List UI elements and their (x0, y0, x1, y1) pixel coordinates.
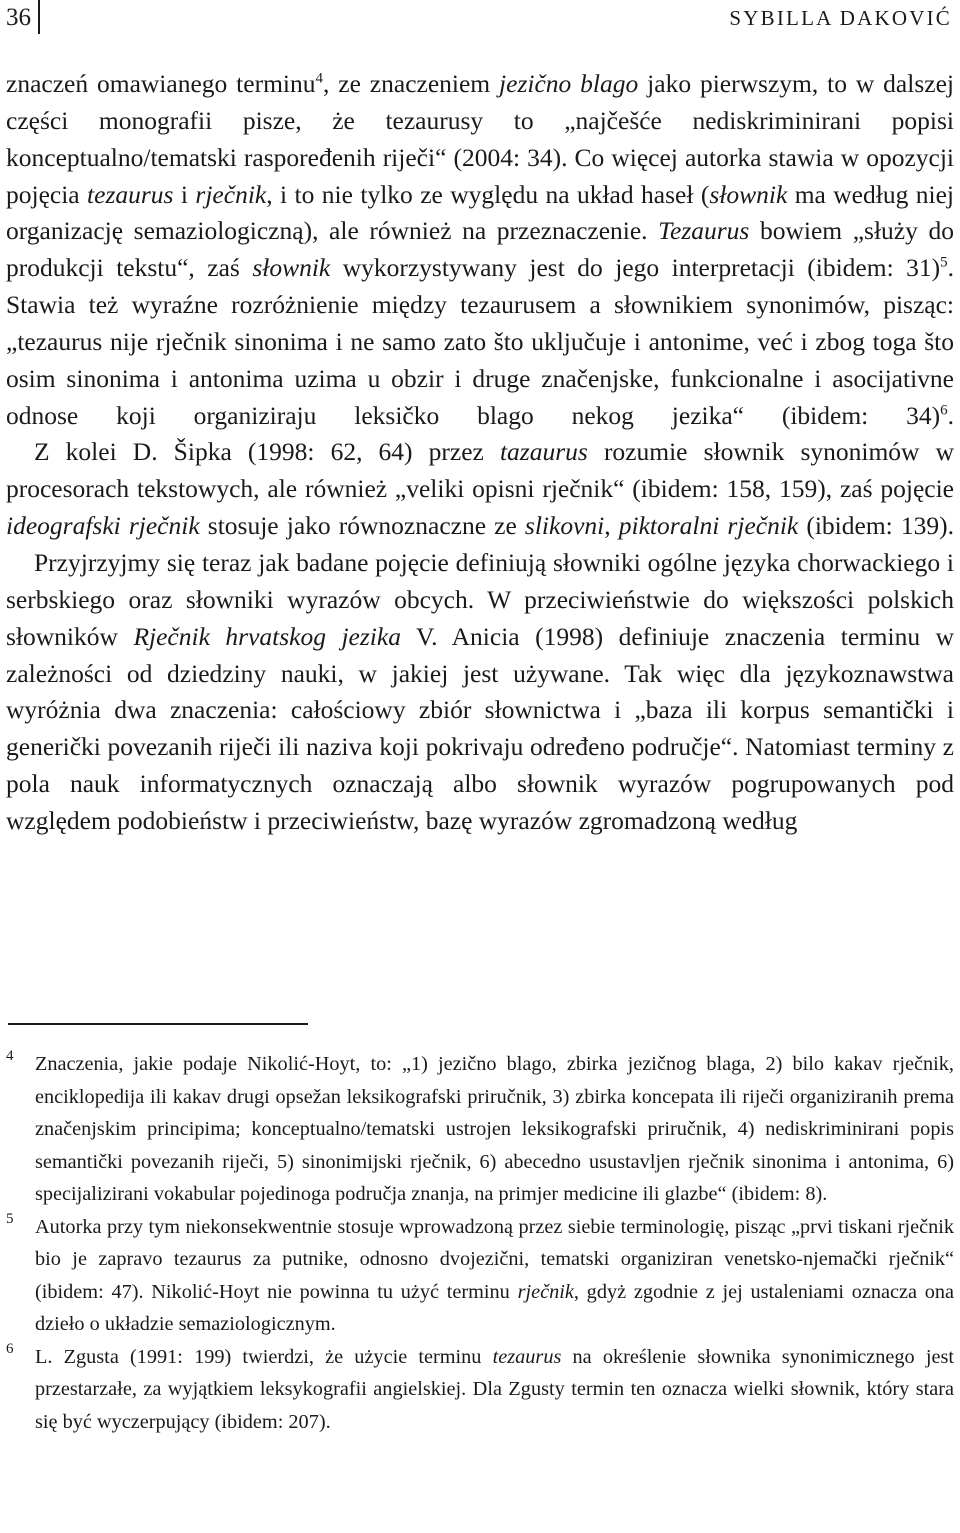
text-run: bowiem „służy do produkcji tekstu“, zaś (6, 216, 954, 283)
text-run: i (173, 179, 196, 209)
italic-term: tezaurus (492, 1345, 562, 1368)
text-run: jako pierwszym, to w dalszej części monografii pisze, że tezaurusy to „najčešće nediskriminirani popisi konceptualno/tematski raspoređenih riječi“ (2004: 34). Co więcej autorka stawia w opozycji pojęcia (6, 69, 954, 209)
paragraph (6, 545, 954, 840)
text-run: . Stawia też wyraźne rozróżnienie między tezaurusem a słownikiem synonimów, pisząc: „tezaurus nije rječnik sinonima i ne samo zato što uključuje i antonime, već i zbog toga što osim sinonima i antonima uzima u obzir i druge značenjske, funkcionalne i asocijativne odnose koji organiziraju leksičko blago nekog jezika“ (ibidem: 34) (6, 253, 954, 430)
text-run: , gdyż zgodnie z jej ustaleniami oznacza ona dzieło o układzie semaziologicznym. (35, 1280, 954, 1335)
text-run: ma według niej organizację semaziologiczną), ale również na przeznaczenie. (6, 179, 954, 246)
footnote-number: 4 (6, 1048, 14, 1064)
text-run: stosuje jako równoznaczne ze (199, 511, 525, 541)
italic-term: Rječnik hrvatskog jezika (133, 621, 401, 651)
text-run: rozumie słownik synonimów w procesorach tekstowych, ale również „veliki opisni rječnik“ (ibidem: 158, 159), zaś pojęcie (6, 437, 955, 504)
italic-term: jezično blago (499, 69, 639, 98)
footnote-ref: 5 (940, 254, 948, 271)
text-run: . (947, 400, 954, 430)
italic-term: slikovni (524, 511, 605, 541)
footnote-ref: 4 (315, 70, 323, 87)
text-run: znaczeń omawianego terminu (6, 69, 316, 98)
footnote-number: 6 (6, 1340, 14, 1357)
footnote-divider (8, 1023, 308, 1025)
text-run: Przyjrzyjmy się teraz jak badane pojęcie definiują słowniki ogólne języka chorwackiego i serbskiego oraz słowniki wyrazów obcych. W przeciwieństwie do większości polskich słowników (6, 547, 954, 651)
paragraph (6, 434, 954, 545)
paragraph (6, 66, 954, 434)
text-run: , (604, 511, 619, 541)
footnote-text (35, 1211, 954, 1341)
running-head: SYBILLA DAKOVIĆ (729, 6, 952, 30)
italic-term: piktoralni rječnik (618, 511, 799, 541)
italic-term: rječnik (517, 1280, 574, 1303)
footnote (6, 1341, 954, 1439)
footnote-ref: 6 (940, 402, 948, 419)
text-run: , i to nie tylko ze wyględu na układ haseł ( (266, 179, 710, 209)
text-run: Znaczenia, jakie podaje Nikolić-Hoyt, to: „1) jezično blago, zbirka jezičnog blaga, 2) bilo kakav rječnik, enciklopedija ili kakav drugi opsežan leksikografski priručnik, 3) zbirka koncepata ili riječi organiziranih prema značenjskim principima; konceptualno/tematski ustrojen leksikografski priručnik, 4) nediskriminirani popis semantički povezanih riječi, 5) sinonimijski rječnik, 6) abecedno usustavljen rječnik sinonima i antonima, 6) specijalizirani vokabular pojedinoga područja znanja, na primjer medicine ili glazbe“ (ibidem: 8). (35, 1053, 954, 1205)
footnote-text (35, 1341, 954, 1439)
page-number: 36 (6, 4, 31, 31)
text-run: , ze znaczeniem (323, 69, 500, 98)
italic-term: tezaurus (87, 179, 174, 209)
text-run: Z kolei D. Šipka (1998: 62, 64) przez (34, 437, 500, 467)
text-run: wykorzystywany jest do jego interpretacji (ibidem: 31) (330, 253, 941, 283)
text-run: L. Zgusta (1991: 199) twierdzi, że użycie terminu (35, 1345, 493, 1368)
footnote (6, 1048, 954, 1211)
footnote-number: 5 (6, 1210, 14, 1227)
italic-term: Tezaurus (658, 216, 750, 246)
page-header (0, 0, 960, 40)
italic-term: tazaurus (499, 437, 588, 467)
footnotes (6, 1048, 954, 1438)
footnote-text (35, 1048, 954, 1211)
text-run: V. Anicia (1998) definiuje znaczenia terminu w zależności od dziedziny nauki, w jakiej jest używane. Tak więc dla językoznawstwa wyróżnia dwa znaczenia: całościowy zbiór słownictwa i „baza ili korpus semantički i generički povezanih riječi ili naziva koji pokrivaju određeno područje“. Natomiast terminy z pola nauk informatycznych oznaczają albo słownik wyrazów pogrupowanych pod względem podobieństw i przeciwieństw, bazę wyrazów zgromadzoną według (6, 621, 954, 835)
italic-term: rječnik (195, 179, 267, 209)
text-run: (ibidem: 139). (798, 511, 954, 541)
body-text (6, 66, 954, 840)
italic-term: słownik (709, 179, 788, 209)
text-run: Autorka przy tym niekonsekwentnie stosuje wprowadzoną przez siebie terminologię, pisząc „prvi tiskani rječnik bio je zapravo tezaurus za putnike, odnosno dvojezični, tematski organiziran venetsko-njemački rječnik“ (ibidem: 47). Nikolić-Hoyt nie powinna tu użyć terminu (35, 1215, 954, 1303)
italic-term: słownik (252, 253, 331, 283)
text-run: na określenie słownika synonimicznego jest przestarzałe, za wyjątkiem leksykografii angielskiej. Dla Zgusty termin ten oznacza wielki słownik, który stara się być wyczerpujący (ibidem: 207). (35, 1345, 954, 1433)
footnote (6, 1211, 954, 1341)
italic-term: ideografski rječnik (6, 511, 200, 541)
header-divider (38, 0, 40, 34)
